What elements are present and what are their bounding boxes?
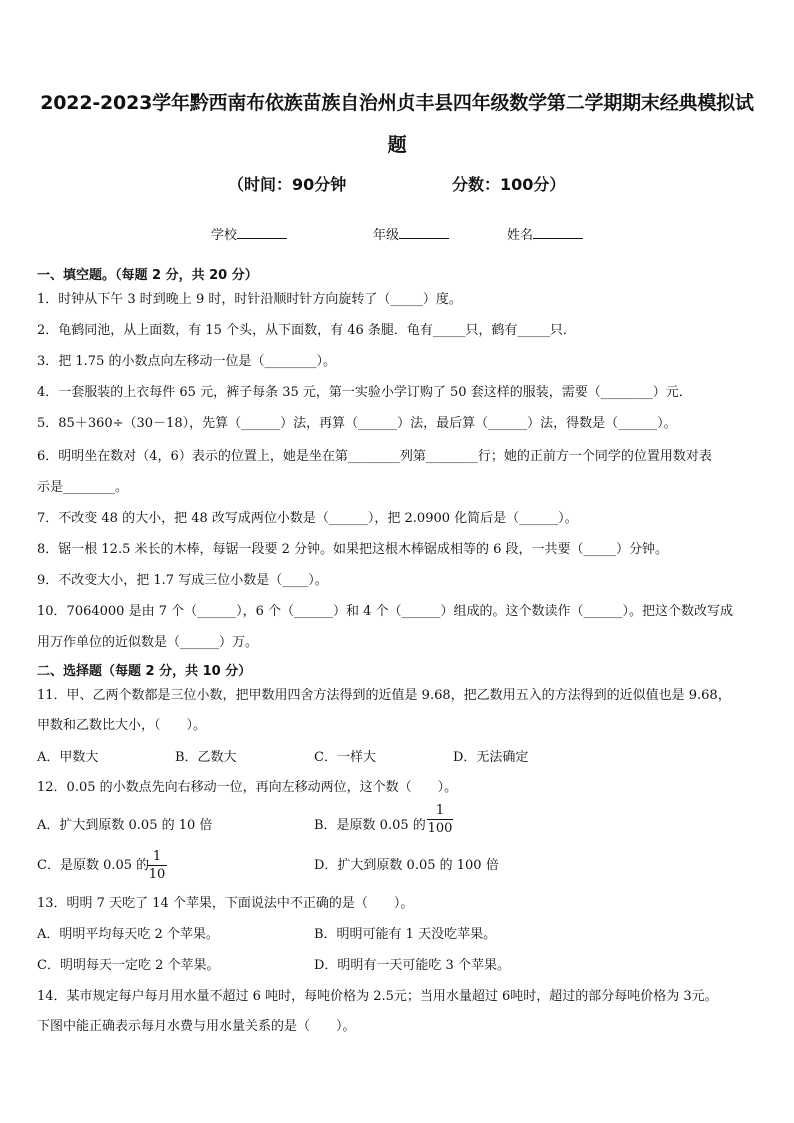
school-label: 学校 — [211, 228, 238, 243]
exam-score: 分数：100分） — [452, 175, 566, 194]
question-8: 8．锯一根 12.5 米长的木棒，每锯一段要 2 分钟。如果把这根木棒锯成相等的 6 段，一共要（_____）分钟。 — [37, 542, 669, 557]
question-2: 2．龟鹤同池，从上面数，有 15 个头，从下面数，有 46 条腿．龟有_____只，鹤有_____只． — [37, 323, 576, 338]
question-13: 13．明明 7 天吃了 14 个苹果，下面说法中不正确的是（ ）。 — [37, 896, 414, 911]
q12-c-numerator: 1 — [152, 849, 162, 864]
question-14-line2: 下图中能正确表示每月水费与用水量关系的是（ ）。 — [37, 1019, 356, 1034]
question-10-line2: 用万作单位的近似数是（______）万。 — [37, 635, 259, 650]
name-field — [507, 224, 583, 243]
question-1: 1．时钟从下午 3 时到晚上 9 时，时针沿顺时针方向旋转了（_____）度。 — [37, 292, 462, 307]
question-6-line2: 示是________。 — [37, 480, 129, 495]
q12-b-denominator: 100 — [427, 821, 453, 836]
grade-field — [373, 224, 449, 243]
q12-c-fraction-bar — [147, 865, 167, 866]
q12-option-b: B．是原数 0.05 的 — [314, 818, 426, 833]
question-3: 3．把 1.75 的小数点向左移动一位是（________）。 — [37, 354, 336, 369]
q12-c-fraction — [147, 849, 167, 882]
q11-option-a: A．甲数大 — [37, 750, 99, 765]
q13-option-a: A．明明平均每天吃 2 个苹果。 — [37, 927, 219, 942]
q12-b-fraction-bar — [427, 819, 453, 820]
q13-option-b: B．明明可能有 1 天没吃苹果。 — [314, 927, 497, 942]
question-5: 5．85＋360÷（30－18），先算（______）法，再算（______）法，最后算（______）法，得数是（______）。 — [37, 416, 677, 431]
section-fill-heading: 一、填空题。（每题 2 分，共 20 分） — [37, 268, 258, 283]
q11-option-b: B．乙数大 — [175, 750, 237, 765]
school-blank — [237, 226, 287, 239]
q12-b-fraction — [427, 803, 453, 836]
q12-c-denominator: 10 — [148, 867, 166, 882]
name-label: 姓名 — [507, 228, 534, 243]
question-14-line1: 14．某市规定每户每月用水量不超过 6 吨时，每吨价格为 2.5元；当用水量超过 6吨时，超过的部分每吨价格为 3元。 — [37, 989, 718, 1004]
q12-b-numerator: 1 — [435, 803, 445, 818]
q13-option-d: D．明明有一天可能吃 3 个苹果。 — [314, 958, 510, 973]
exam-title-line2: 题 — [387, 134, 407, 156]
q13-option-c: C．明明每天一定吃 2 个苹果。 — [37, 958, 220, 973]
grade-label: 年级 — [373, 228, 400, 243]
name-blank — [533, 226, 583, 239]
question-10-line1: 10．7064000 是由 7 个（______），6 个（______）和 4 个（______）组成的。这个数读作（______）。把这个数改写成 — [37, 604, 734, 619]
q12-option-a: A．扩大到原数 0.05 的 10 倍 — [37, 818, 213, 833]
section-choice-heading: 二、选择题（每题 2 分，共 10 分） — [37, 664, 252, 679]
q12-option-c: C．是原数 0.05 的 — [37, 858, 150, 873]
question-11-line1: 11．甲、乙两个数都是三位小数，把甲数用四舍方法得到的近值是 9.68，把乙数用五入的方法得到的近似值也是 9.68， — [37, 688, 731, 703]
exam-title-line1: 2022-2023学年黔西南布依族苗族自治州贞丰县四年级数学第二学期期末经典模拟试 — [40, 92, 754, 114]
question-6-line1: 6．明明坐在数对（4，6）表示的位置上，她是坐在第________列第________行；她的正前方一个同学的位置用数对表 — [37, 449, 712, 464]
q11-option-d: D．无法确定 — [453, 750, 529, 765]
question-4: 4．一套服装的上衣每件 65 元，裤子每条 35 元，第一实验小学订购了 50 套这样的服装，需要（________）元． — [37, 385, 692, 400]
school-field — [211, 224, 287, 243]
question-11-line2: 甲数和乙数比大小，（ ）。 — [37, 718, 207, 733]
question-7: 7．不改变 48 的大小，把 48 改写成两位小数是（______），把 2.0900 化简后是（______）。 — [37, 511, 578, 526]
exam-time: （时间：90分钟 — [228, 175, 347, 194]
question-12: 12．0.05 的小数点先向右移动一位，再向左移动两位，这个数（ ）。 — [37, 780, 458, 795]
question-9: 9．不改变大小，把 1.7 写成三位小数是（____）。 — [37, 573, 328, 588]
grade-blank — [399, 226, 449, 239]
q11-option-c: C．一样大 — [314, 750, 376, 765]
q12-option-d: D．扩大到原数 0.05 的 100 倍 — [314, 858, 499, 873]
